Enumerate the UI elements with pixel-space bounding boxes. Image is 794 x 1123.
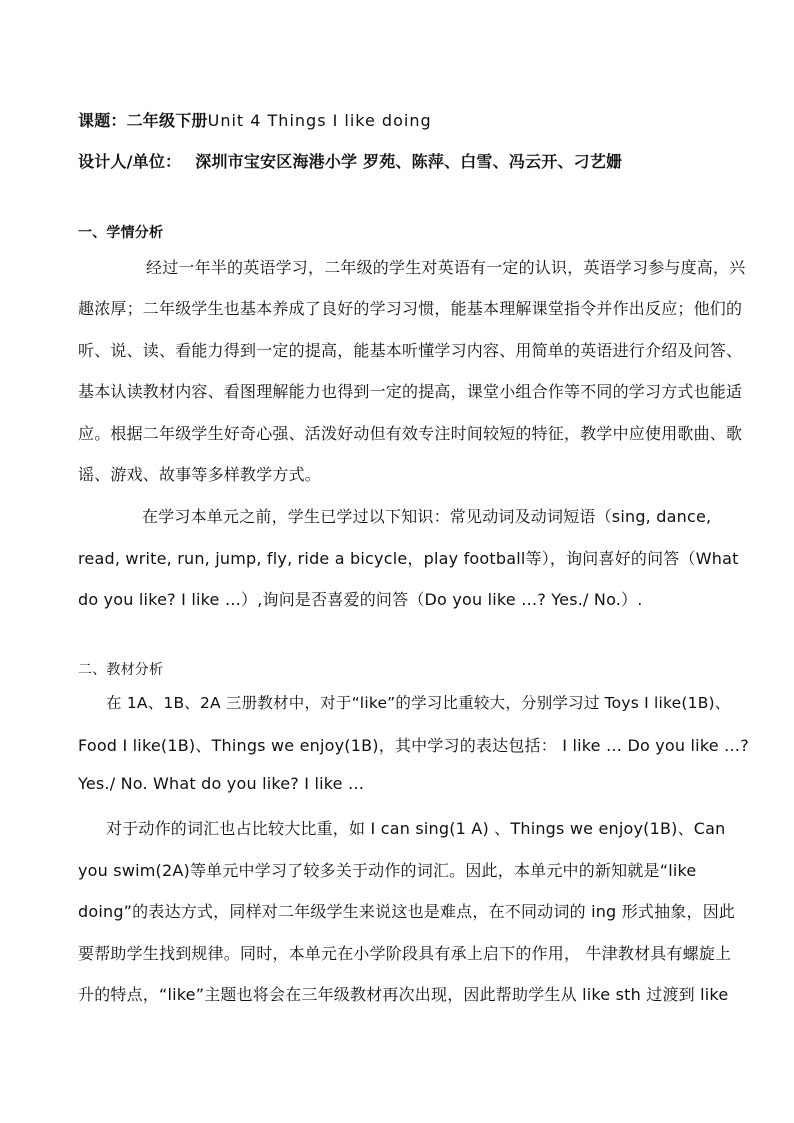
designer-label: 设计人/单位： (78, 152, 182, 171)
paragraph-line: 升的特点，“like”主题也将会在三年级教材再次出现，因此帮助学生从 like sth 过渡到 like (78, 985, 729, 1004)
lesson-title-label: 课题：二年级下册 (78, 111, 208, 130)
lesson-title-unit: Unit 4 Things I like doing (207, 111, 432, 130)
paragraph-line: doing”的表达方式，同样对二年级学生来说这也是难点，在不同动词的 ing 形式抽象，因此 (78, 902, 736, 921)
paragraph-line: you swim(2A)等单元中学习了较多关于动作的词汇。因此，本单元中的新知就是“like (78, 861, 697, 880)
paragraph-line: 经过一年半的英语学习，二年级的学生对英语有一定的认识，英语学习参与度高，兴 (146, 258, 746, 277)
lesson-title (78, 108, 432, 131)
section-heading-learner-analysis: 一、学情分析 (78, 225, 164, 241)
paragraph-line: 基本认读教材内容、看图理解能力也得到一定的提高，课堂小组合作等不同的学习方式也能适 (78, 382, 743, 401)
paragraph-line: 听、说、读、看能力得到一定的提高，能基本听懂学习内容、用简单的英语进行介绍及问答、 (78, 341, 743, 360)
paragraph-line: 在学习本单元之前，学生已学过以下知识：常见动词及动词短语（sing, dance, (142, 507, 712, 526)
paragraph-line: Yes./ No. What do you like? I like … (78, 774, 365, 793)
designer-line (78, 149, 622, 172)
paragraph-line: 谣、游戏、故事等多样教学方式。 (78, 465, 322, 484)
designer-value: 深圳市宝安区海港小学 罗苑、陈萍、白雪、冯云开、刁艺姗 (195, 152, 623, 171)
paragraph-line: read, write, run, jump, fly, ride a bicycle，play football等），询问喜好的问答（What (78, 549, 739, 568)
paragraph-line: 趣浓厚；二年级学生也基本养成了良好的学习习惯，能基本理解课堂指令并作出反应；他们的 (78, 299, 743, 318)
section-heading-textbook-analysis: 二、教材分析 (78, 662, 164, 678)
paragraph-line: Food I like(1B)、Things we enjoy(1B)，其中学习的表达包括： I like … Do you like …? (78, 736, 749, 755)
paragraph-line: do you like? I like …）,询问是否喜爱的问答（Do you like …? Yes./ No.）. (78, 590, 643, 609)
paragraph-line: 要帮助学生找到规律。同时，本单元在小学阶段具有承上启下的作用， 牛津教材具有螺旋上 (78, 944, 732, 963)
paragraph-line: 在 1A、1B、2A 三册教材中，对于“like”的学习比重较大，分别学习过 Toys I like(1B)、 (106, 694, 731, 712)
paragraph-line: 应。根据二年级学生好奇心强、活泼好动但有效专注时间较短的特征，教学中应使用歌曲、歌 (78, 424, 743, 443)
paragraph-line: 对于动作的词汇也占比较大比重，如 I can sing(1 A) 、Things we enjoy(1B)、Can (106, 819, 726, 838)
